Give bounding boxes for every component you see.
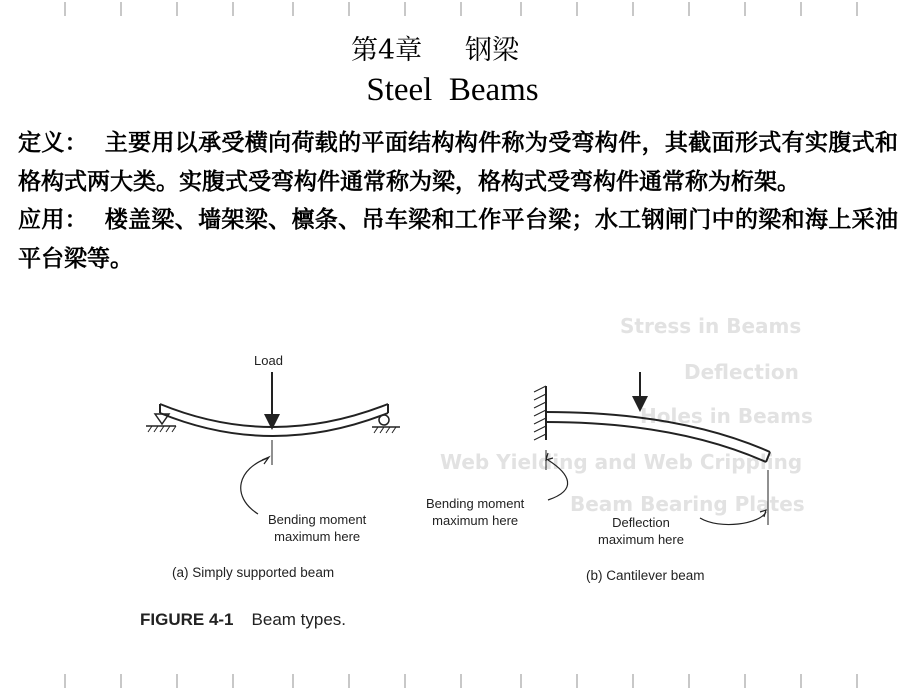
ghost-text-line: Beam Bearing Plates	[570, 492, 805, 516]
ghost-text-line: Holes in Beams	[640, 404, 813, 428]
definition-paragraph: 定义： 主要用以承受横向荷载的平面结构构件称为受弯构件，其截面形式有实腹式和格构式两大类。实腹式受弯构件通常称为梁，格构式受弯构件通常称为桁架。	[18, 130, 898, 195]
beam-types-figure	[0, 300, 920, 670]
cantilever-moment-label: Bending moment maximum here	[426, 496, 525, 528]
cantilever-beam-diagram	[534, 372, 770, 525]
ghost-text-line: Deflection	[684, 360, 799, 384]
figure-number: FIGURE 4-1	[140, 610, 234, 629]
top-tick-border	[0, 0, 920, 18]
load-label: Load	[254, 353, 283, 368]
application-paragraph: 应用： 楼盖梁、墙架梁、檩条、吊车梁和工作平台梁；水工钢闸门中的梁和海上采油平台梁等。	[18, 207, 898, 272]
simply-supported-caption: (a) Simply supported beam	[172, 565, 335, 580]
cantilever-caption: (b) Cantilever beam	[586, 568, 705, 583]
figure-title	[140, 610, 346, 630]
slide-title-english: Steel Beams	[366, 72, 539, 108]
beam-diagrams	[0, 300, 920, 670]
figure-caption: Beam types.	[251, 610, 347, 629]
slide-title-chinese: 第4章 钢梁	[350, 35, 520, 66]
ghost-text-line: Stress in Beams	[620, 314, 802, 338]
simply-supported-beam-diagram	[146, 372, 400, 514]
bottom-tick-border	[0, 672, 920, 690]
ghost-text-line: Web Yielding and Web Crippling	[440, 450, 803, 474]
cantilever-deflection-label: Deflection maximum here	[598, 515, 684, 547]
simply-moment-label: Bending moment maximum here	[268, 512, 367, 544]
slide-body	[18, 124, 898, 278]
